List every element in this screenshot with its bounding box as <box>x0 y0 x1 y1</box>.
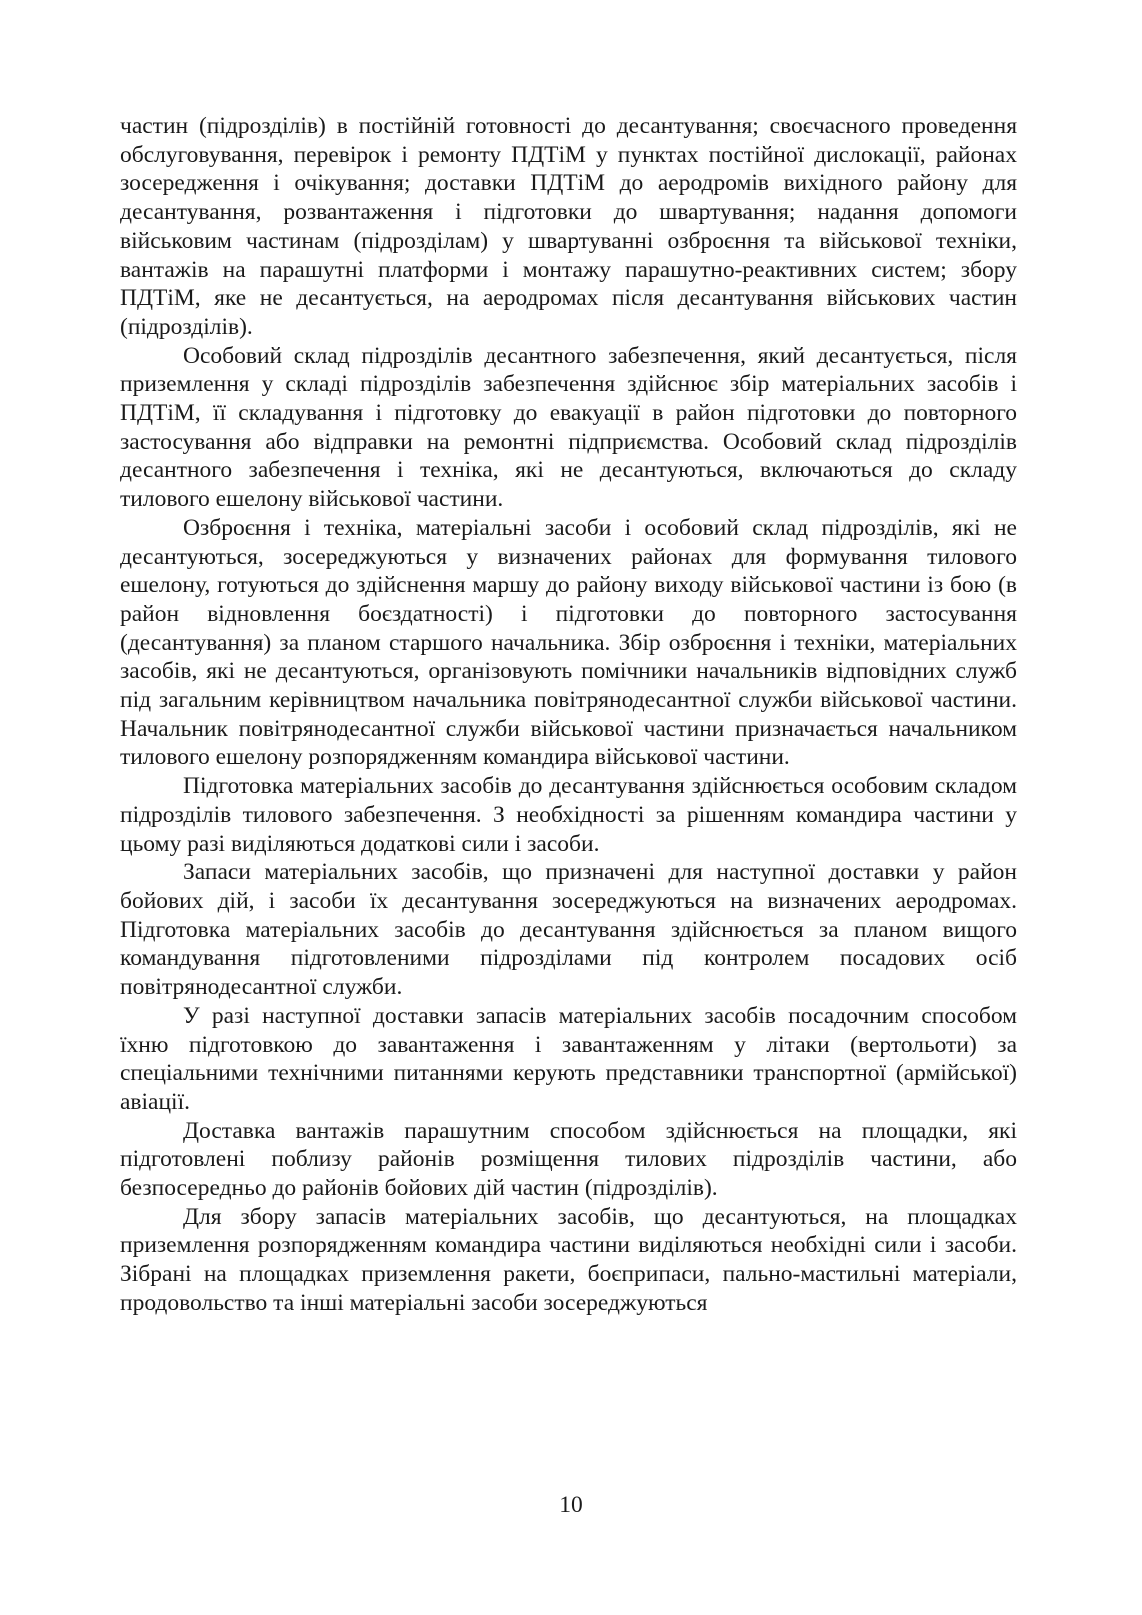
paragraph: Підготовка матеріальних засобів до десантування здійснюється особовим складом підрозділів тилового забезпечення. З необхідності за рішенням командира частини у цьому разі виділяються додаткові сили і засоби. <box>120 773 1017 857</box>
paragraph: Для збору запасів матеріальних засобів, що десантуються, на площадках приземлення розпорядженням командира частини виділяються необхідні сили і засоби. Зібрані на площадках приземлення ракети, боєприпаси, пально-мастильні матеріали, продовольство та інші матеріальні засоби зосереджуються <box>120 1203 1017 1316</box>
paragraph: частин (підрозділів) в постійній готовності до десантування; своєчасного проведення обслуговування, перевірок і ремонту ПДТіМ у пунктах постійної дислокації, районах зосередження і очікування; доставки ПДТіМ до аеродромів вихідного району для десантування, розвантаження і підготовки до швартування; надання допомоги військовим частинам (підрозділам) у швартуванні озброєння та військової техніки, вантажів на парашутні платформи і монтажу парашутно-реактивних систем; збору ПДТіМ, яке не десантується, на аеродромах після десантування військових частин (підрозділів). <box>120 113 1017 340</box>
paragraph: Доставка вантажів парашутним способом здійснюється на площадки, які підготовлені поблизу районів розміщення тилових підрозділів частини, або безпосередньо до районів бойових дій частин (підрозділів). <box>120 1117 1017 1202</box>
paragraph: Запаси матеріальних засобів, що призначені для наступної доставки у район бойових дій, і засоби їх десантування зосереджуються на визначених аеродромах. Підготовка матеріальних засобів до десантування здійснюється за планом вищого командування підготовленими підрозділами під контролем посадових осіб повітрянодесантної служби. <box>120 859 1017 1001</box>
body-text <box>120 112 1017 1318</box>
paragraph: У разі наступної доставки запасів матеріальних засобів посадочним способом їхню підготовкою до завантаження і завантаженням у літаки (вертольоти) за спеціальними технічними питаннями керують представники транспортної (армійської) авіації. <box>120 1002 1017 1115</box>
paragraph: Озброєння і техніка, матеріальні засоби і особовий склад підрозділів, які не десантуються, зосереджуються у визначених районах для формування тилового ешелону, готуються до здійснення маршу до району виходу військової частини із бою (в район відновлення боєздатності) і підготовки до повторного застосування (десантування) за планом старшого начальника. Збір озброєння і техніки, матеріальних засобів, які не десантуються, організовують помічники начальників відповідних служб під загальним керівництвом начальника повітрянодесантної служби військової частини. Начальник повітрянодесантної служби військової частини призначається начальником тилового ешелону розпорядженням командира військової частини. <box>120 514 1017 771</box>
page-number: 10 <box>559 1492 583 1518</box>
paragraph: Особовий склад підрозділів десантного забезпечення, який десантується, після приземлення у складі підрозділів забезпечення здійснює збір матеріальних засобів і ПДТіМ, її складування і підготовку до евакуації в район підготовки до повторного застосування або відправки на ремонтні підприємства. Особовий склад підрозділів десантного забезпечення і техніка, які не десантуються, включаються до складу тилового ешелону військової частини. <box>120 342 1017 513</box>
